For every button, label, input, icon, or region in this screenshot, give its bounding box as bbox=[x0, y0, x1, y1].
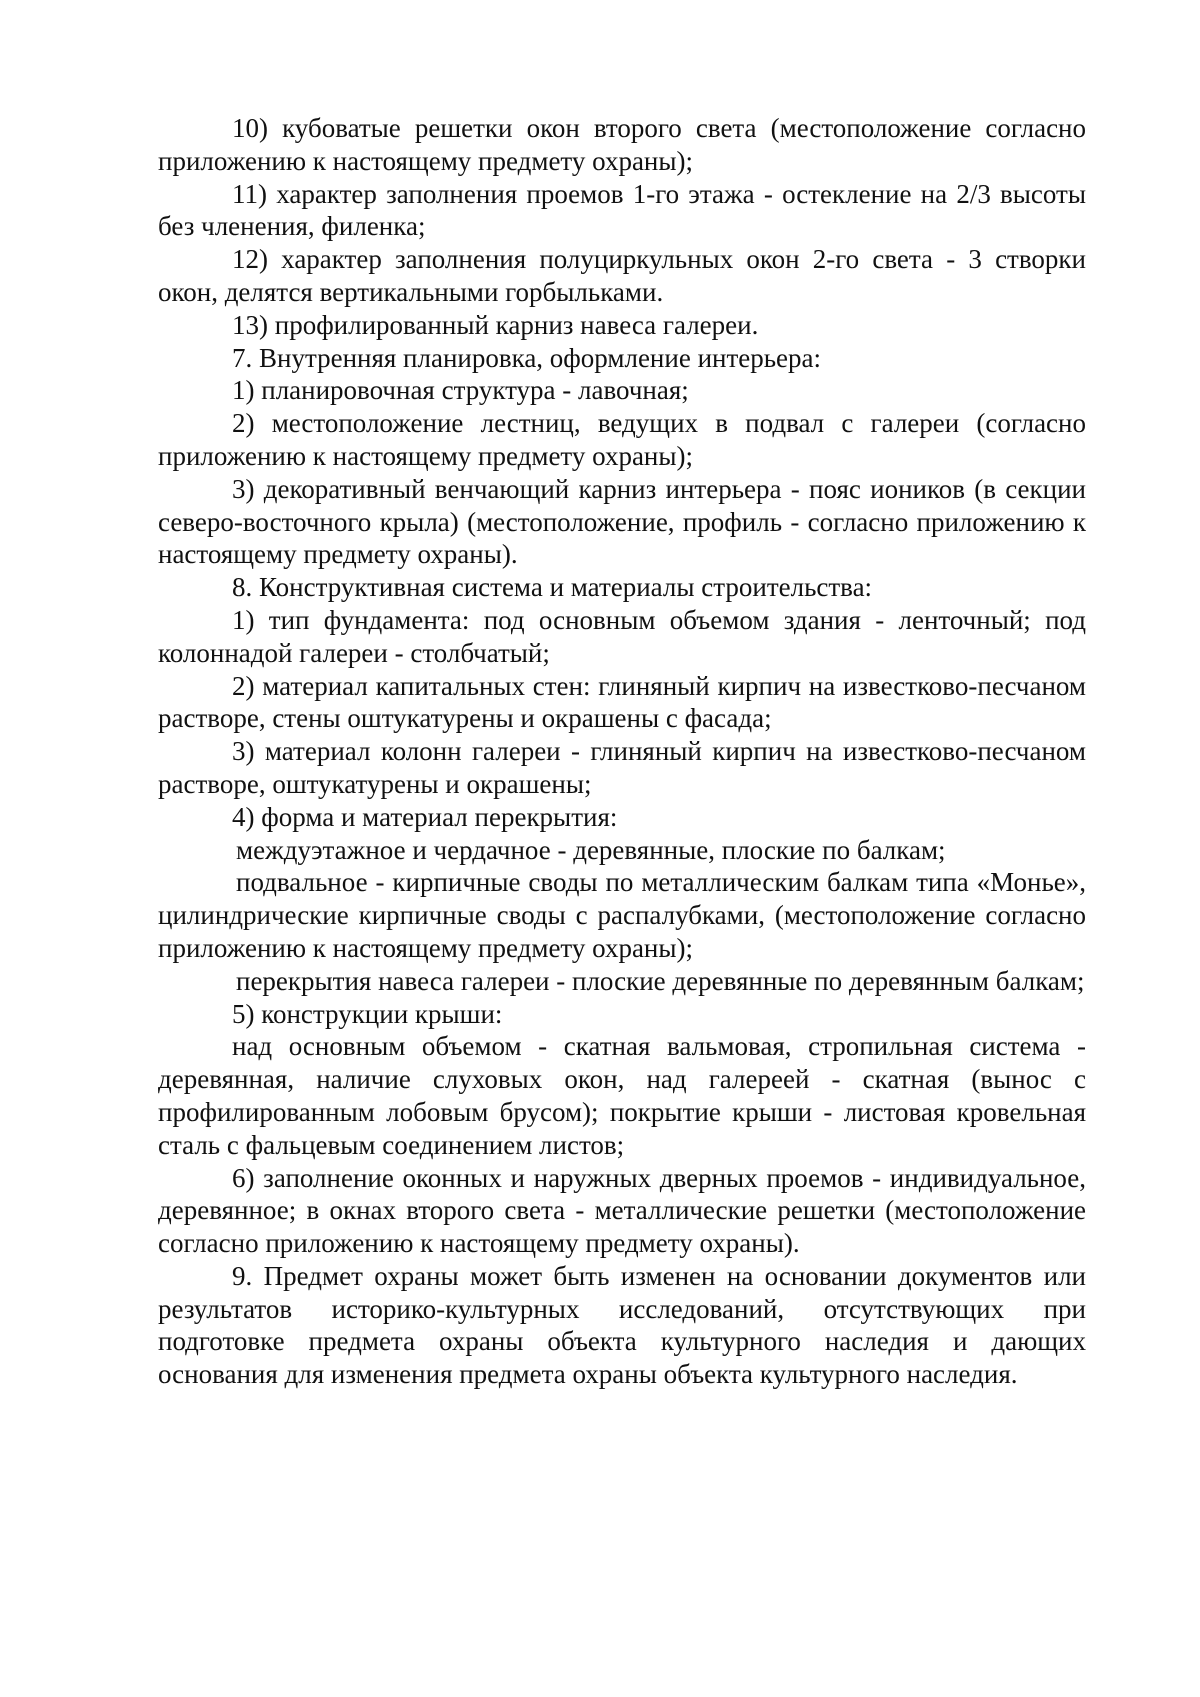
section-8-heading: 8. Конструктивная система и материалы строительства: bbox=[232, 572, 873, 603]
item-10-window-grilles: 10) кубоватые решетки окон второго света (местоположение согласно приложению к настоящему предмету охраны); bbox=[158, 113, 1086, 176]
item-11-ground-floor-openings: 11) характер заполнения проемов 1-го этажа - остекление на 2/3 высоты без членения, филенка; bbox=[158, 178, 1086, 242]
section-7-item-2: 2) местоположение лестниц, ведущих в подвал с галереи (согласно приложению к настоящему предмету охраны); bbox=[158, 408, 1086, 471]
section-8-item-6: 6) заполнение оконных и наружных дверных проемов - индивидуальное, деревянное; в окнах второго света - металлические решетки (местоположение согласно приложению к настоящему предмету охраны). bbox=[158, 1162, 1086, 1259]
section-8-item-4-gallery-canopy: перекрытия навеса галереи - плоские деревянные по деревянным балкам; bbox=[236, 965, 1085, 996]
section-8-item-4-interfloor: междуэтажное и чердачное - деревянные, плоские по балкам; bbox=[236, 834, 946, 865]
document-body bbox=[158, 112, 1086, 1391]
section-7-heading: 7. Внутренняя планировка, оформление интерьера: bbox=[232, 342, 822, 373]
section-8-item-2: 2) материал капитальных стен: глиняный кирпич на известково-песчаном растворе, стены оштукатурены и окрашены с фасада; bbox=[158, 670, 1086, 734]
section-8-item-4: 4) форма и материал перекрытия: bbox=[232, 801, 618, 832]
section-8-item-5: 5) конструкции крыши: bbox=[232, 998, 503, 1029]
section-7-item-3: 3) декоративный венчающий карниз интерьера - пояс иоников (в секции северо-восточного крыла) (местоположение, профиль - согласно приложению к настоящему предмету охраны). bbox=[158, 473, 1086, 570]
section-8-item-5-roof: над основным объемом - скатная вальмовая, стропильная система - деревянная, наличие слуховых окон, над галереей - скатная (вынос с профилированным лобовым брусом); покрытие крыши - листовая кровельная сталь с фальцевым соединением листов; bbox=[158, 1031, 1086, 1160]
section-9-paragraph: 9. Предмет охраны может быть изменен на основании документов или результатов историко-культурных исследований, отсутствующих при подготовке предмета охраны объекта культурного наследия и дающих основания для изменения предмета охраны объекта культурного наследия. bbox=[158, 1260, 1086, 1390]
section-8-item-3: 3) материал колонн галереи - глиняный кирпич на известково-песчаном растворе, оштукатурены и окрашены; bbox=[158, 736, 1086, 799]
section-8-item-4-basement: подвальное - кирпичные своды по металлическим балкам типа «Монье», цилиндрические кирпичные своды с распалубками, (местоположение согласно приложению к настоящему предмету охраны); bbox=[158, 867, 1086, 963]
item-12-semicircular-windows: 12) характер заполнения полуциркульных окон 2-го света - 3 створки окон, делятся вертикальными горбыльками. bbox=[158, 244, 1086, 307]
section-8-item-1: 1) тип фундамента: под основным объемом здания - ленточный; под колоннадой галереи - столбчатый; bbox=[158, 604, 1086, 668]
item-13-gallery-cornice: 13) профилированный карниз навеса галереи. bbox=[232, 309, 759, 340]
section-7-item-1: 1) планировочная структура - лавочная; bbox=[232, 375, 689, 406]
